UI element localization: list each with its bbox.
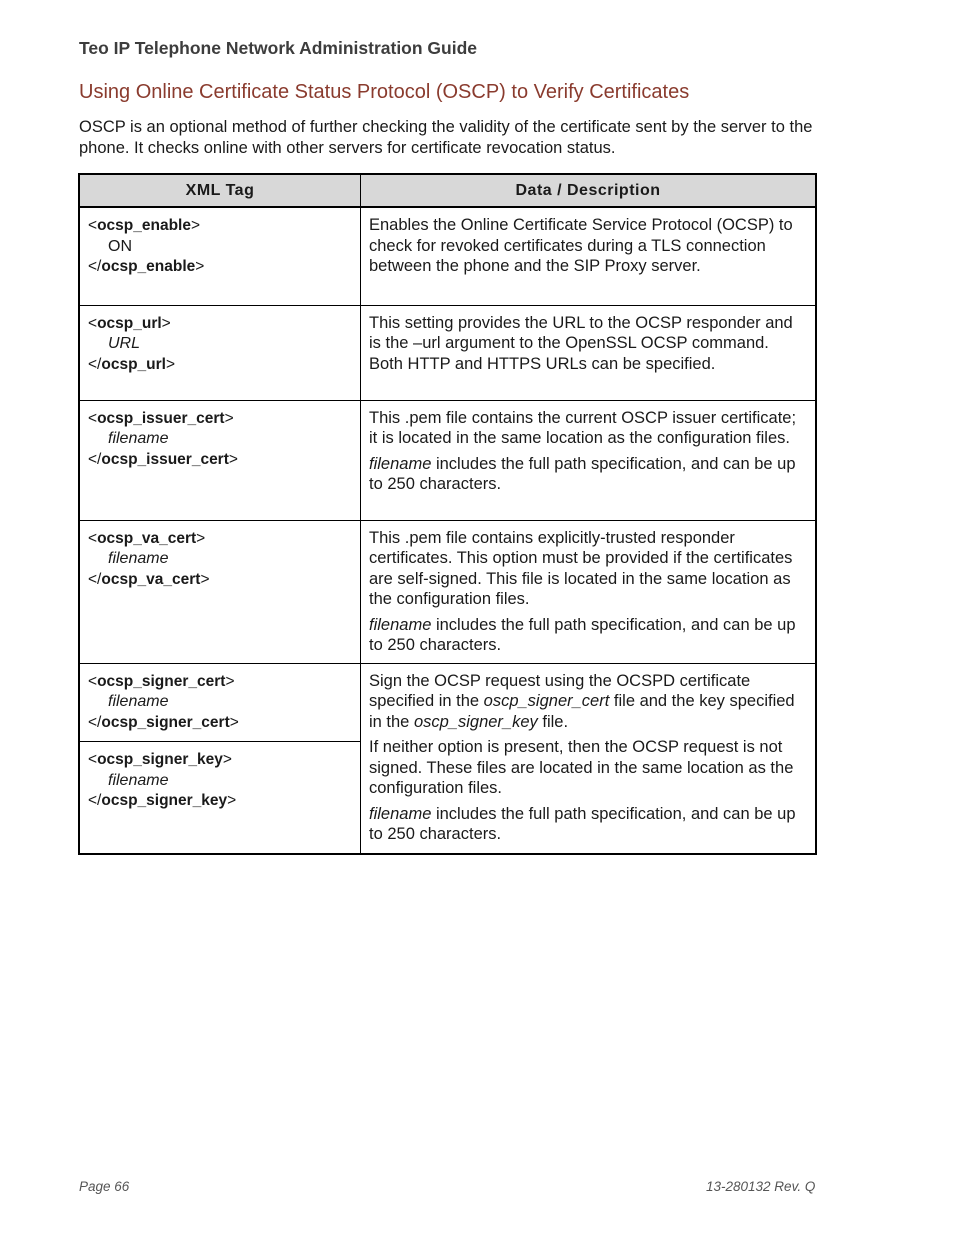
description-note: filename includes the full path specification, and can be up to 250 characters. — [369, 804, 796, 843]
close-tag: </ocsp_signer_key> — [88, 792, 237, 809]
xml-tag-cell — [79, 305, 361, 400]
open-tag: <ocsp_url> — [88, 314, 171, 332]
description-note: filename includes the full path specification, and can be up to 250 characters. — [369, 615, 796, 654]
xml-tag-cell — [79, 207, 361, 305]
description-text: Enables the Online Certificate Service Protocol (OCSP) to check for revoked certificates during a TLS connection between the phone and the SIP Proxy server. — [369, 216, 793, 275]
open-tag: <ocsp_issuer_cert> — [88, 409, 234, 427]
description-cell — [361, 207, 817, 305]
tag-value: filename — [108, 550, 169, 567]
tag-value: filename — [108, 771, 169, 789]
xml-tag-cell — [79, 663, 361, 742]
description-text: This .pem file contains the current OSCP issuer certificate; it is located in the same location as the configuration files. — [369, 408, 797, 447]
description-note: filename includes the full path specification, and can be up to 250 characters. — [369, 454, 796, 493]
table-row — [79, 305, 816, 400]
xml-tag-cell — [79, 742, 361, 854]
tag-value: ON — [108, 237, 132, 255]
open-tag: <ocsp_signer_key> — [88, 751, 232, 768]
description-text-2: If neither option is present, then the OCSP request is not signed. These files are located in the same location as the configuration files. — [369, 738, 794, 797]
tag-value: URL — [108, 335, 141, 352]
document-number: 13-280132 Rev. Q — [706, 1179, 816, 1194]
description-text: Sign the OCSP request using the OCSPD certificate specified in the oscp_signer_cert file and the key specified in the oscp_signer_key file. — [369, 671, 795, 731]
close-tag: </ocsp_issuer_cert> — [88, 450, 238, 468]
table-row — [79, 207, 816, 305]
column-header-description: Data / Description — [361, 174, 817, 207]
section-title: Using Online Certificate Status Protocol (OSCP) to Verify Certificates — [79, 81, 690, 103]
xml-parameters-table — [78, 173, 817, 855]
close-tag: </ocsp_enable> — [88, 258, 205, 275]
description-cell — [361, 400, 817, 520]
column-header-xml-tag: XML Tag — [79, 174, 361, 207]
table-row — [79, 400, 816, 520]
table-row — [79, 663, 816, 742]
open-tag: <ocsp_signer_cert> — [88, 672, 235, 690]
close-tag: </ocsp_signer_cert> — [88, 713, 239, 731]
description-cell — [361, 305, 817, 400]
intro-paragraph: OSCP is an optional method of further checking the validity of the certificate sent by the server to the phone. It checks online with other servers for certificate revocation status. — [79, 118, 813, 157]
tag-value: filename — [108, 430, 169, 447]
page-number: Page 66 — [79, 1179, 130, 1194]
description-cell — [361, 663, 817, 854]
description-text: This .pem file contains explicitly-trusted responder certificates. This option must be provided if the certificates are self-signed. This file is located in the same location as the configuration files. — [369, 528, 793, 608]
tag-value: filename — [108, 693, 169, 710]
xml-tag-cell — [79, 400, 361, 520]
close-tag: </ocsp_va_cert> — [88, 570, 210, 588]
table-header-row — [79, 174, 816, 207]
open-tag: <ocsp_va_cert> — [88, 529, 206, 547]
description-cell — [361, 520, 817, 663]
close-tag: </ocsp_url> — [88, 355, 176, 373]
open-tag: <ocsp_enable> — [88, 217, 201, 234]
document-header: Teo IP Telephone Network Administration Guide — [79, 38, 478, 58]
xml-tag-cell — [79, 520, 361, 663]
description-text: This setting provides the URL to the OCSP responder and is the –url argument to the OpenSSL OCSP command. Both HTTP and HTTPS URLs can be specified. — [369, 313, 793, 373]
table-row — [79, 520, 816, 663]
